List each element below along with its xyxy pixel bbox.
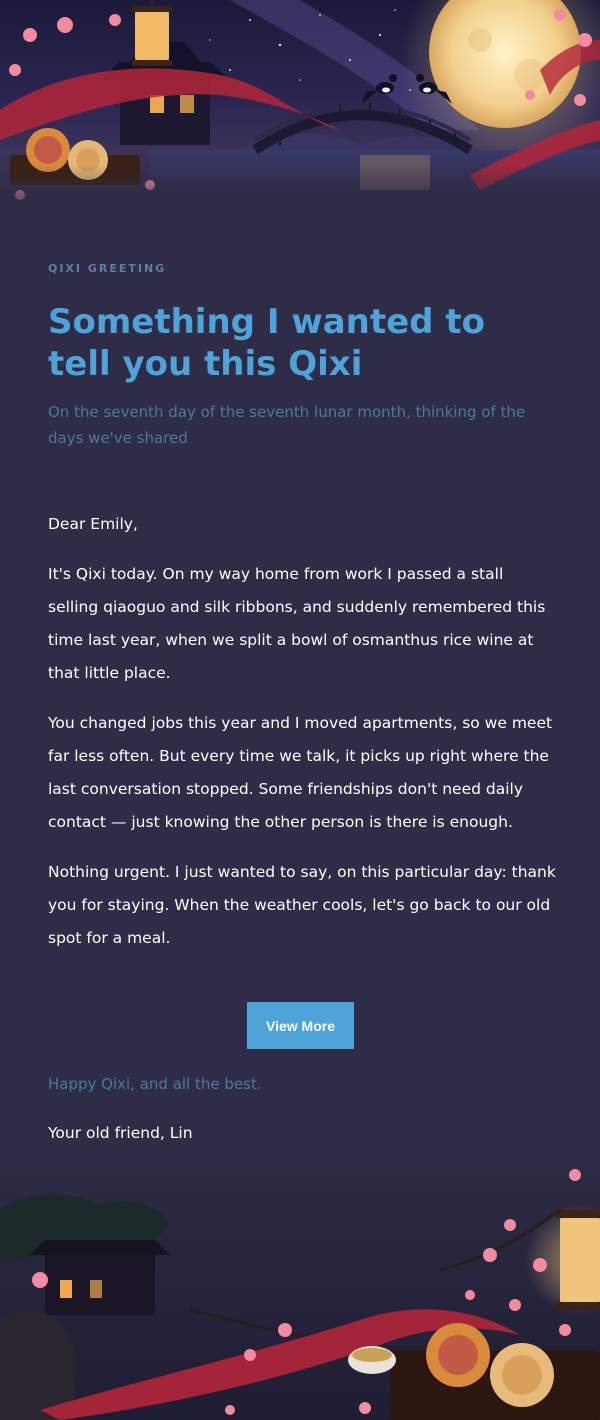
- letter-paragraph: It's Qixi today. On my way home from work I passed a stall selling qiaoguo and silk ribbons, and suddenly remembered this time last year, when we split a bowl of osmanthus rice wine at that little place.: [48, 565, 546, 682]
- letter-paragraph: You changed jobs this year and I moved apartments, so we meet far less often. But every time we talk, it picks up right where the last conversation stopped. Some friendships don't need daily contact — just knowing the other person is there is enough.: [48, 714, 553, 831]
- letter-body: [48, 508, 558, 972]
- greeting-header: [48, 262, 558, 451]
- signoff-line: Happy Qixi, and all the best.: [48, 1075, 262, 1093]
- footer-illustration: [0, 1150, 600, 1420]
- pavilion-mooncake-illustration: [0, 1150, 600, 1420]
- page-title: Something I wanted to tell you this Qixi: [48, 302, 485, 384]
- header-illustration: [0, 0, 600, 215]
- moonlit-bridge-illustration: [0, 0, 600, 215]
- salutation: Dear Emily,: [48, 515, 138, 533]
- eyebrow-label: QIXI GREETING: [48, 262, 167, 275]
- letter-paragraph: Nothing urgent. I just wanted to say, on this particular day: thank you for staying. When the weather cools, let's go back to our old spot for a meal.: [48, 863, 556, 947]
- view-more-button[interactable]: View More: [247, 1002, 354, 1049]
- signature: Your old friend, Lin: [48, 1124, 193, 1142]
- page-subtitle: On the seventh day of the seventh lunar month, thinking of the days we've shared: [48, 403, 526, 447]
